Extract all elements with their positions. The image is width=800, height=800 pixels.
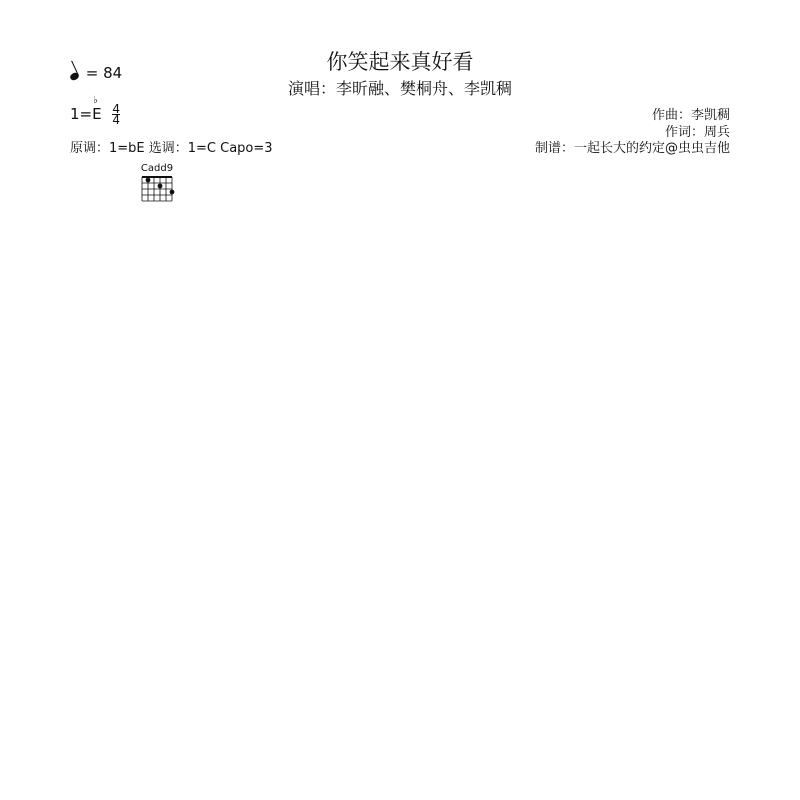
time-top: 4 xyxy=(112,102,121,116)
arranger: 制谱：一起长大的约定@虫虫吉他 xyxy=(534,141,730,156)
lyricist: 作词：周兵 xyxy=(664,125,730,140)
singers-line: 演唱：李昕融、樊桐舟、李凯稠 xyxy=(287,79,512,98)
tempo-value: = 84 xyxy=(85,64,123,82)
key-flat: ♭ xyxy=(93,95,98,106)
chord-name-cadd9: Cadd9 xyxy=(140,163,174,174)
time-bottom: 4 xyxy=(112,113,121,127)
chord-grid-mark xyxy=(170,190,175,195)
chord-diagram-cadd9 xyxy=(142,177,174,201)
original-key: 原调：1=bE 选调：1=C Capo=3 xyxy=(70,141,273,156)
key-letter: E xyxy=(92,105,102,123)
song-title: 你笑起来真好看 xyxy=(326,50,474,74)
composer: 作曲：李凯稠 xyxy=(651,108,730,123)
key-prefix: 1= xyxy=(70,105,93,123)
chord-grid-mark xyxy=(146,178,151,183)
chord-grid-mark xyxy=(158,184,163,189)
